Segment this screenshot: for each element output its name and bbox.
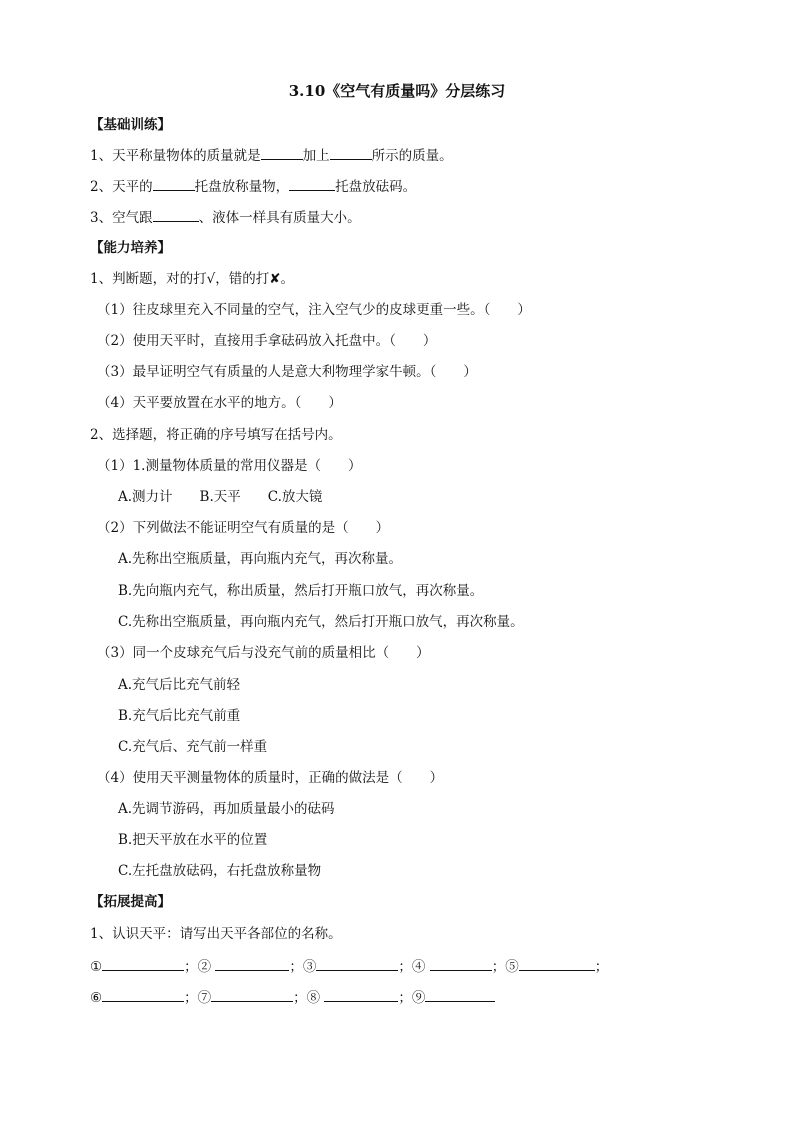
choice-q2-option-c: C.先称出空瓶质量，再向瓶内充气，然后打开瓶口放气，再次称量。 — [118, 614, 524, 630]
q1-text-b: 加上 — [302, 148, 330, 164]
q3-blank-1[interactable] — [153, 208, 199, 222]
label-7: ；⑦ — [184, 990, 212, 1006]
choice-q3-stem: （3）同一个皮球充气后与没充气前的质量相比（ ） — [97, 645, 430, 661]
choice-q4-option-a: A.先调节游码，再加质量最小的砝码 — [118, 801, 335, 817]
q2-blank-2[interactable] — [289, 177, 335, 191]
q1-blank-2[interactable] — [330, 146, 372, 160]
label-end: ； — [594, 959, 609, 975]
label-1: ① — [90, 959, 103, 975]
part-blank-1[interactable] — [102, 956, 184, 971]
judge-intro: 1、判断题，对的打√，错的打✘。 — [90, 271, 295, 287]
choice-q3-option-b: B.充气后比充气前重 — [118, 708, 241, 724]
part-blank-7[interactable] — [211, 987, 293, 1002]
basic-question-1 — [90, 146, 453, 165]
choice-q3-option-a: A.充气后比充气前轻 — [118, 677, 241, 693]
q1-blank-1[interactable] — [261, 146, 303, 160]
section-heading-extend: 【拓展提高】 — [90, 894, 171, 910]
q2-text-a: 2、天平的 — [90, 179, 153, 195]
q2-text-b: 托盘放称量物， — [194, 179, 290, 195]
choice-q4-stem: （4）使用天平测量物体的质量时，正确的做法是（ ） — [97, 770, 444, 786]
extend-question-1: 1、认识天平：请写出天平各部位的名称。 — [90, 926, 342, 942]
q1-text-a: 1、天平称量物体的质量就是 — [90, 148, 261, 164]
q2-text-c: 托盘放砝码。 — [335, 179, 417, 195]
judge-item-4: （4）天平要放置在水平的地方。（ ） — [97, 395, 342, 411]
choice-q2-stem: （2）下列做法不能证明空气有质量的是（ ） — [97, 520, 390, 536]
q1-text-c: 所示的质量。 — [371, 148, 453, 164]
choice-q4-option-c: C.左托盘放砝码，右托盘放称量物 — [118, 863, 322, 879]
judge-item-3: （3）最早证明空气有质量的人是意大利物理学家牛顿。（ ） — [97, 364, 477, 380]
label-5: ；⑤ — [491, 959, 519, 975]
part-blank-9[interactable] — [425, 987, 495, 1002]
judge-item-2: （2）使用天平时，直接用手拿砝码放入托盘中。（ ） — [97, 333, 437, 349]
balance-parts-row-1 — [90, 956, 608, 976]
q2-blank-1[interactable] — [153, 177, 195, 191]
balance-parts-row-2 — [90, 987, 495, 1007]
q3-text-b: 、液体一样具有质量大小。 — [198, 210, 361, 226]
part-blank-2[interactable] — [215, 956, 289, 971]
choice-q1-options: A.测力计 B.天平 C.放大镜 — [118, 489, 323, 505]
part-blank-6[interactable] — [102, 987, 184, 1002]
choice-q3-option-c: C.充气后、充气前一样重 — [118, 739, 268, 755]
part-blank-3[interactable] — [316, 956, 398, 971]
label-9: ；⑨ — [398, 990, 426, 1006]
q3-text-a: 3、空气跟 — [90, 210, 153, 226]
part-blank-5[interactable] — [519, 956, 595, 971]
label-6: ⑥ — [90, 990, 103, 1006]
basic-question-2 — [90, 177, 416, 196]
choice-q2-option-b: B.先向瓶内充气，称出质量，然后打开瓶口放气，再次称量。 — [118, 583, 484, 599]
label-3: ；③ — [289, 959, 317, 975]
choice-q4-option-b: B.把天平放在水平的位置 — [118, 832, 268, 848]
choice-q2-option-a: A.先称出空瓶质量，再向瓶内充气，再次称量。 — [118, 551, 403, 567]
choice-q1-stem: （1）1.测量物体质量的常用仪器是（ ） — [97, 458, 362, 474]
basic-question-3 — [90, 208, 361, 227]
part-blank-4[interactable] — [430, 956, 492, 971]
section-heading-ability: 【能力培养】 — [90, 240, 171, 256]
section-heading-basic: 【基础训练】 — [90, 117, 171, 133]
label-2: ；② — [184, 959, 212, 975]
part-blank-8[interactable] — [324, 987, 398, 1002]
label-8: ；⑧ — [293, 990, 321, 1006]
judge-item-1: （1）往皮球里充入不同量的空气，注入空气少的皮球更重一些。（ ） — [97, 302, 531, 318]
page-title: 3.10《空气有质量吗》分层练习 — [288, 82, 506, 100]
label-4: ；④ — [398, 959, 426, 975]
choice-intro: 2、选择题，将正确的序号填写在括号内。 — [90, 427, 342, 443]
